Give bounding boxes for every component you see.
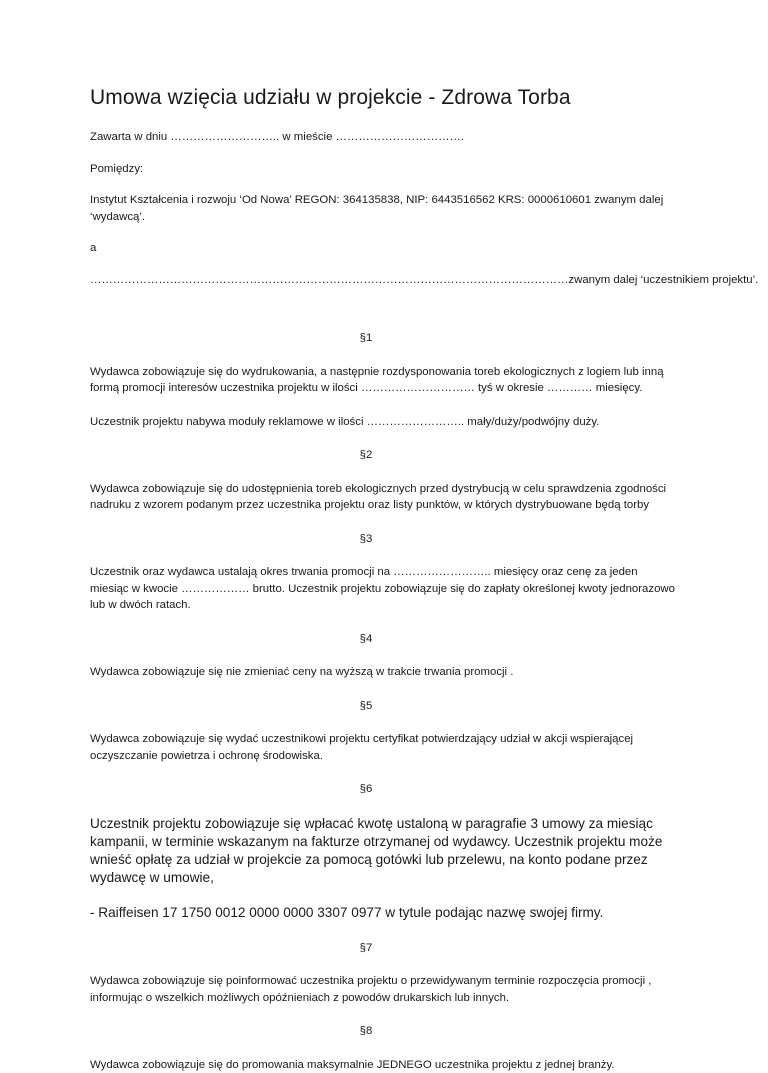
document-title: Umowa wzięcia udziału w projekcie - Zdrowa Torba: [90, 86, 571, 109]
intro-line: Zawarta w dniu ……………………….. w mieście …………………………….: [90, 131, 465, 143]
section-sign: §6: [359, 783, 373, 795]
section-paragraph: Wydawca zobowiązuje się do udostępnienia toreb ekologicznych przed dystrybucją w celu sprawdzenia zgodności nadruku z wzorem podanym przez uczestnika projektu oraz listy punktów, w których dystrybuowane będą torby: [90, 482, 667, 511]
section-paragraph: Wydawca zobowiązuje się do wydrukowania, a następnie rozdysponowania toreb ekologicznych z logiem lub inną formą promocji interesów uczestnika projektu w ilości ………………………… tyś w okresie ………… miesięcy.: [90, 365, 664, 394]
section-paragraph: Wydawca zobowiązuje się do promowania maksymalnie JEDNEGO uczestnika projektu z jednej branży.: [90, 1058, 615, 1071]
section-sign: §2: [359, 449, 373, 461]
party-participant: [90, 272, 759, 289]
section-paragraph: Wydawca zobowiązuje się poinformować uczestnika projektu o przewidywanym terminie rozpoczęcia promocji , informując o wszelkich możliwych opóźnieniach z powodów drukarskich lub innych.: [90, 975, 652, 1004]
section-paragraph: Wydawca zobowiązuje się wydać uczestnikowi projektu certyfikat potwierdzający udział w akcji wspierającej oczyszczanie powietrza i ochronę środowiska.: [90, 733, 634, 762]
and-label: a: [90, 242, 97, 254]
section-paragraph: Uczestnik oraz wydawca ustalają okres trwania promocji na …………………….. miesięcy oraz cenę za jeden miesiąc w kwocie ……………… brutto. Uczestnik projektu zobowiązuje się do zapłaty określonej kwoty jednorazowo lub w dwóch ratach.: [90, 566, 675, 611]
participant-blank: ………………………………………………………………………………………………………………: [90, 273, 569, 286]
section-sign: §7: [359, 941, 373, 954]
section-sign: §8: [359, 1025, 373, 1038]
section-paragraph: Uczestnik projektu zobowiązuje się wpłacać kwotę ustaloną w paragrafie 3 umowy za miesiąc kampanii, w terminie wskazanym na fakturze otrzymanej od wydawcy. Uczestnik projektu może wnieść opłatę za udział w projekcie za pomocą gotówki lub przelewu, na konto podane przez wydawcę w umowie,: [90, 815, 663, 886]
party-publisher: Instytut Kształcenia i rozwoju ‘Od Nowa’ REGON: 364135838, NIP: 6443516562 KRS: 0000610601 zwanym dalej ‘wydawcą’.: [90, 194, 664, 223]
section-sign: §1: [359, 332, 373, 344]
section-paragraph: Uczestnik projektu nabywa moduły reklamowe w ilości …………………….. mały/duży/podwójny duży.: [90, 415, 600, 428]
section-sign: §5: [359, 699, 373, 712]
section-sign: §4: [359, 632, 373, 645]
participant-label: zwanym dalej ‘uczestnikiem projektu’.: [568, 273, 759, 286]
section-paragraph: Wydawca zobowiązuje się nie zmieniać ceny na wyższą w trakcie trwania promocji .: [90, 666, 514, 678]
section-sign: §3: [359, 532, 373, 545]
between-label: Pomiędzy:: [90, 162, 144, 175]
bank-account-line: - Raiffeisen 17 1750 0012 0000 0000 3307 0977 w tytule podając nazwę swojej firmy.: [90, 905, 604, 921]
